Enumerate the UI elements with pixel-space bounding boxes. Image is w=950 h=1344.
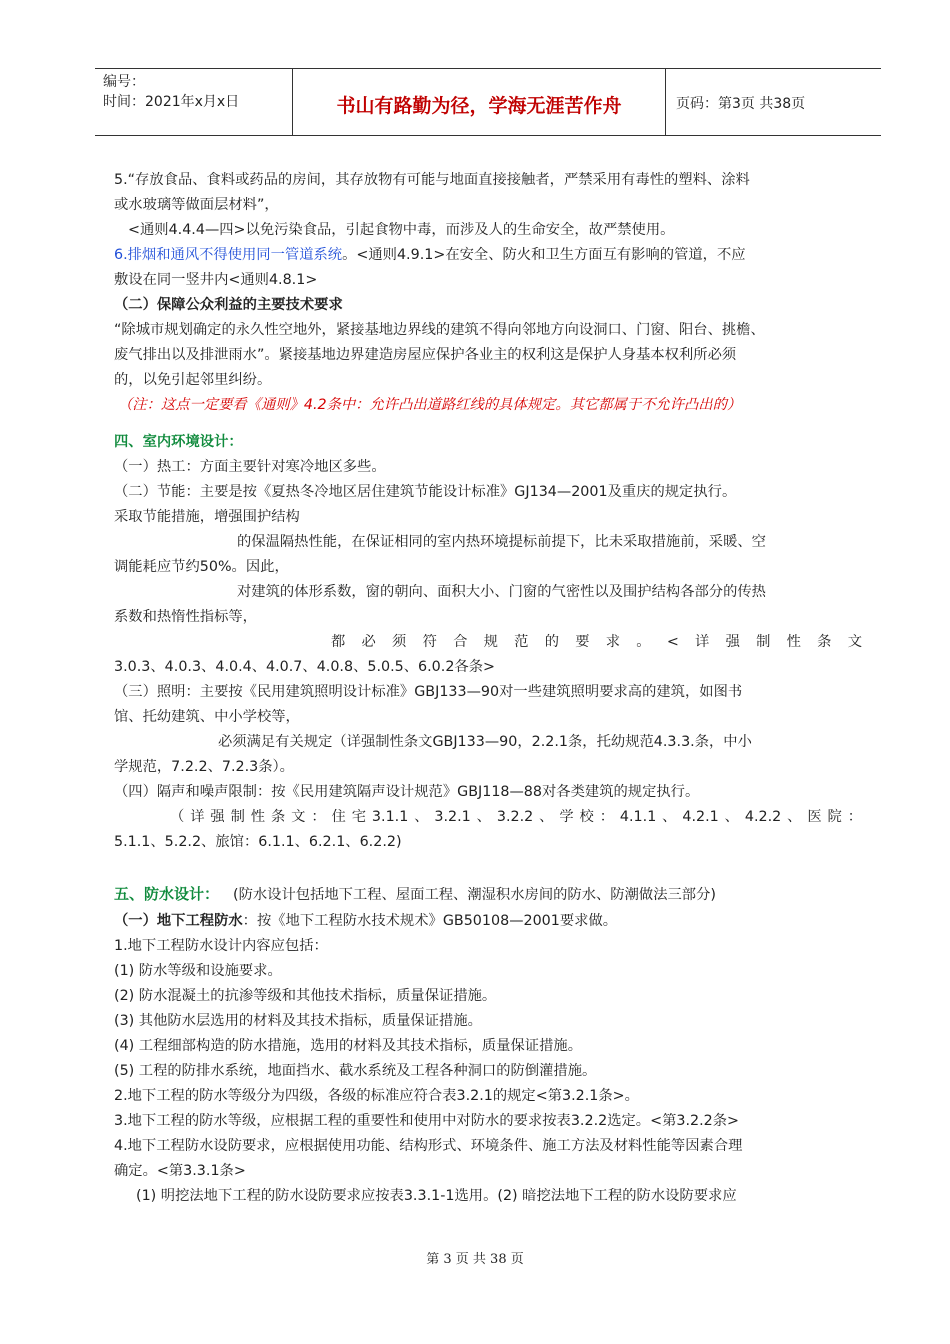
section-note: (防水设计包括地下工程、屋面工程、潮湿积水房间的防水、防潮做法三部分) [233, 887, 716, 903]
document-body [114, 168, 862, 1209]
paragraph-line: (1) 明挖法地下工程的防水设防要求应按表3.3.1-1选用。(2) 暗挖法地下工程的防水设防要求应 [136, 1188, 737, 1204]
page-footer: 第 3 页 共 38 页 [426, 1252, 524, 1267]
paragraph-line: 采取节能措施，增强围护结构 [114, 509, 300, 525]
header-motto: 书山有路勤为径，学海无涯苦作舟 [336, 95, 622, 117]
paragraph-line: 的保温隔热性能，在保证相同的室内热环境提标前提下，比未采取措施前，采暖、空 [237, 534, 766, 550]
paragraph-line: 1.地下工程防水设计内容应包括： [114, 938, 328, 954]
paragraph-line: 馆、托幼建筑、中小学校等， [114, 709, 300, 725]
section-heading: 四、室内环境设计： [114, 434, 243, 450]
header-motto-cell [293, 69, 666, 135]
header-number-label: 编号： [103, 74, 145, 90]
paragraph-line: （四）隔声和噪声限制：按《民用建筑隔声设计规范》GBJ118—88对各类建筑的规定执行。 [114, 784, 700, 800]
paragraph-line [114, 909, 862, 934]
list-item: (5) 工程的防排水系统，地面挡水、截水系统及工程各种洞口的防倒灌措施。 [114, 1063, 597, 1079]
list-item: (2) 防水混凝土的抗渗等级和其他技术指标，质量保证措施。 [114, 988, 497, 1004]
paragraph-line: 3.0.3、4.0.3、4.0.4、4.0.7、4.0.8、5.0.5、6.0.2各条> [114, 659, 495, 675]
note-line: （注：这点一定要看《通则》4.2条中：允许凸出道路红线的具体规定。其它都属于不允许凸出的） [118, 397, 742, 413]
paragraph-line: 学规范，7.2.2、7.2.3条）。 [114, 759, 294, 775]
header-page-info: 页码：第3页 共38页 [676, 96, 806, 112]
header-meta-cell [95, 69, 293, 135]
paragraph-line: （详强制性条文：住宅3.1.1、3.2.1、3.2.2、学校：4.1.1、4.2.1、4.2.2、医院： [170, 809, 862, 825]
list-item: (3) 其他防水层选用的材料及其技术指标，质量保证措施。 [114, 1013, 482, 1029]
paragraph-line: 5.1.1、5.2.2、旅馆：6.1.1、6.2.1、6.2.2) [114, 834, 402, 850]
highlight-text: 6.排烟和通风不得使用同一管道系统 [114, 247, 343, 263]
paragraph-line: 都必须符合规范的要求。<详强制性条文 [331, 634, 862, 650]
paragraph-line: 必须满足有关规定（详强制性条文GBJ133—90，2.2.1条，托幼规范4.3.3.条，中小 [218, 734, 752, 750]
paragraph-text: ：按《地下工程防水技术规术》GB50108—2001要求做。 [242, 913, 618, 929]
paragraph-line: “除城市规划确定的永久性空地外，紧接基地边界线的建筑不得向邻地方向设洞口、门窗、阳台、挑檐、 [114, 322, 765, 338]
paragraph-line: （三）照明：主要按《民用建筑照明设计标准》GBJ133—90对一些建筑照明要求高的建筑，如图书 [114, 684, 743, 700]
paragraph-line: 敷设在同一竖井内<通则4.8.1> [114, 272, 318, 288]
paragraph-line: 4.地下工程防水设防要求，应根据使用功能、结构形式、环境条件、施工方法及材料性能等因素合理 [114, 1138, 743, 1154]
list-item: (1) 防水等级和设施要求。 [114, 963, 282, 979]
paragraph-line: 2.地下工程的防水等级分为四级，各级的标准应符合表3.2.1的规定<第3.2.1条>。 [114, 1088, 639, 1104]
paragraph-line: （二）节能：主要是按《夏热冬冷地区居住建筑节能设计标准》GJ134—2001及重庆的规定执行。 [114, 484, 737, 500]
paragraph-line: <通则4.4.4—四>以免污染食品，引起食物中毒，而涉及人的生命安全，故严禁使用。 [128, 222, 675, 238]
paragraph-line: 确定。<第3.3.1条> [114, 1163, 246, 1179]
section-heading-line [114, 879, 862, 909]
header-page-cell [666, 69, 881, 135]
paragraph-line: 系数和热惰性指标等， [114, 609, 257, 625]
page-header [95, 68, 881, 136]
paragraph-line: 对建筑的体形系数，窗的朝向、面积大小、门窗的气密性以及围护结构各部分的传热 [237, 584, 766, 600]
paragraph-line: 5.“存放食品、食料或药品的房间，其存放物有可能与地面直接接触者，严禁采用有毒性的塑料、涂料 [114, 172, 750, 188]
header-time-label: 时间：2021年x月x日 [103, 94, 240, 110]
paragraph-text: 。<通则4.9.1>在安全、防火和卫生方面互有影响的管道，不应 [342, 247, 746, 263]
subsection-heading: （一）地下工程防水 [114, 913, 243, 929]
paragraph-line: 或水玻璃等做面层材料”， [114, 197, 279, 213]
section-heading: 五、防水设计： [114, 885, 220, 903]
paragraph-line: （一）热工：方面主要针对寒冷地区多些。 [114, 459, 386, 475]
paragraph-line: 的，以免引起邻里纠纷。 [114, 372, 272, 388]
paragraph-line: 调能耗应节约50%。因此， [114, 559, 289, 575]
paragraph-line [114, 243, 862, 268]
paragraph-line: 3.地下工程的防水等级，应根据工程的重要性和使用中对防水的要求按表3.2.2选定。<第3.2.2条> [114, 1113, 740, 1129]
list-item: (4) 工程细部构造的防水措施，选用的材料及其技术指标，质量保证措施。 [114, 1038, 582, 1054]
subsection-heading: （二）保障公众利益的主要技术要求 [114, 297, 343, 313]
paragraph-line: 废气排出以及排泄雨水”。紧接基地边界建造房屋应保护各业主的权利这是保护人身基本权利所必须 [114, 347, 737, 363]
